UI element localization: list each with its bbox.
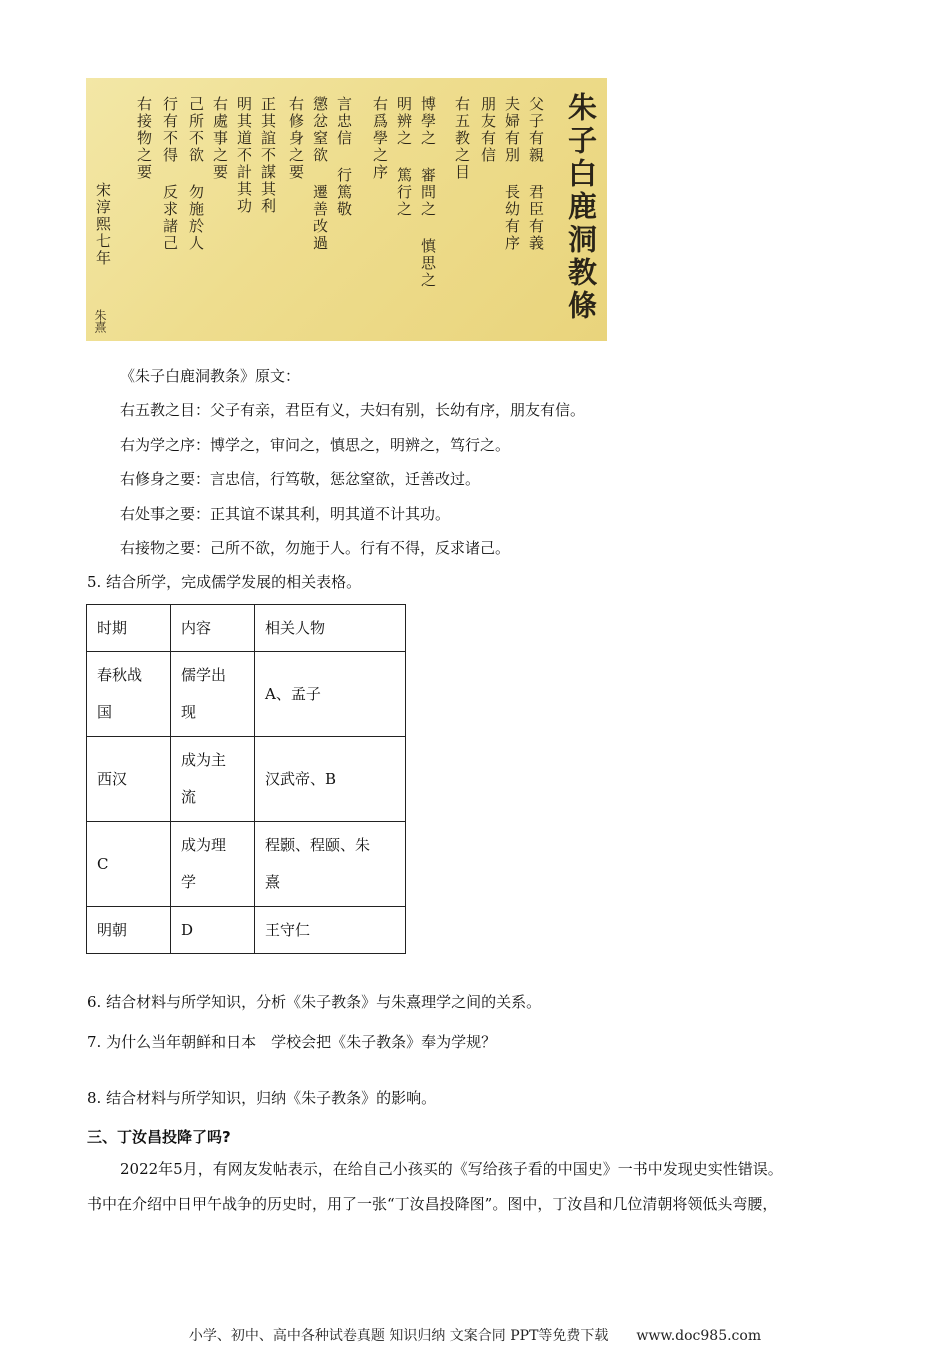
question-5: 5. 结合所学，完成儒学发展的相关表格。 [87,573,362,591]
calligraphy-column: 右接物之要 [135,96,153,181]
calligraphy-column: 夫婦有別 長幼有序 [503,96,521,252]
table-cell: 春秋战 国 [87,652,171,737]
page-footer: 小学、初中、高中各种试卷真题 知识归纳 文案合同 PPT等免费下载 www.doc985.com [188,1328,762,1344]
calligraphy-signature: 朱熹 [93,309,107,333]
table-cell: 明朝 [87,907,171,954]
calligraphy-column: 右處事之要 [211,96,229,181]
paragraph: 2022年5月，有网友发帖表示，在给自己小孩买的《写给孩子看的中国史》一书中发现史实性错误。 [120,1160,783,1178]
calligraphy-column: 右修身之要 [287,96,305,181]
calligraphy-column: 行有不得 反求諸己 [161,96,179,252]
table-cell: 汉武帝、B [255,737,406,822]
table-row [87,907,406,954]
table-cell: 成为理 学 [171,822,255,907]
table-row [87,737,406,822]
table-row [87,652,406,737]
table-header: 相关人物 [255,605,406,652]
question-6: 6. 结合材料与所学知识，分析《朱子教条》与朱熹理学之间的关系。 [87,993,542,1011]
original-line: 右接物之要：己所不欲，勿施于人。行有不得，反求诸己。 [120,539,511,557]
calligraphy-image [86,78,607,341]
table-header: 内容 [171,605,255,652]
calligraphy-date: 宋淳熙七年 [94,182,112,267]
paragraph: 书中在介绍中日甲午战争的历史时，用了一张“丁汝昌投降图”。图中，丁汝昌和几位清朝将领低头弯腰， [87,1195,778,1213]
table-cell: 西汉 [87,737,171,822]
question-7: 7. 为什么当年朝鲜和日本 学校会把《朱子教条》奉为学规？ [87,1033,497,1051]
original-line: 右修身之要：言忠信，行笃敬，惩忿窒欲，迁善改过。 [120,470,481,488]
confucianism-table [86,604,406,954]
calligraphy-column: 右爲學之序 [371,96,389,181]
calligraphy-column: 明其道不計其功 [235,96,253,215]
calligraphy-column: 右五教之目 [453,96,471,181]
table-cell: C [87,822,171,907]
calligraphy-column: 朋友有信 [479,96,497,164]
calligraphy-column: 懲忿窒欲 遷善改過 [311,96,329,252]
table-cell: 儒学出 现 [171,652,255,737]
table-header: 时期 [87,605,171,652]
original-heading: 《朱子白鹿洞教条》原文： [120,367,301,385]
original-line: 右为学之序：博学之，审问之，慎思之，明辨之，笃行之。 [120,436,511,454]
calligraphy-column: 言忠信 行篤敬 [335,96,353,218]
section-3-heading: 三、丁汝昌投降了吗? [87,1128,231,1146]
question-8: 8. 结合材料与所学知识，归纳《朱子教条》的影响。 [87,1089,437,1107]
original-line: 右五教之目：父子有亲，君臣有义，夫妇有别，长幼有序，朋友有信。 [120,401,586,419]
calligraphy-column: 正其誼不謀其利 [259,96,277,215]
calligraphy-column: 父子有親 君臣有義 [527,96,545,252]
table-cell: 王守仁 [255,907,406,954]
calligraphy-column: 己所不欲 勿施於人 [187,96,205,252]
table-cell: 程颢、程颐、朱 熹 [255,822,406,907]
table-cell: D [171,907,255,954]
calligraphy-column: 明辨之 篤行之 [395,96,413,218]
calligraphy-column: 博學之 審問之 慎思之 [419,96,437,289]
table-cell: 成为主 流 [171,737,255,822]
table-cell: A、孟子 [255,652,406,737]
original-line: 右处事之要：正其谊不谋其利，明其道不计其功。 [120,505,451,523]
table-header-row [87,605,406,652]
table-row [87,822,406,907]
calligraphy-title: 朱子白鹿洞教條 [564,92,598,323]
